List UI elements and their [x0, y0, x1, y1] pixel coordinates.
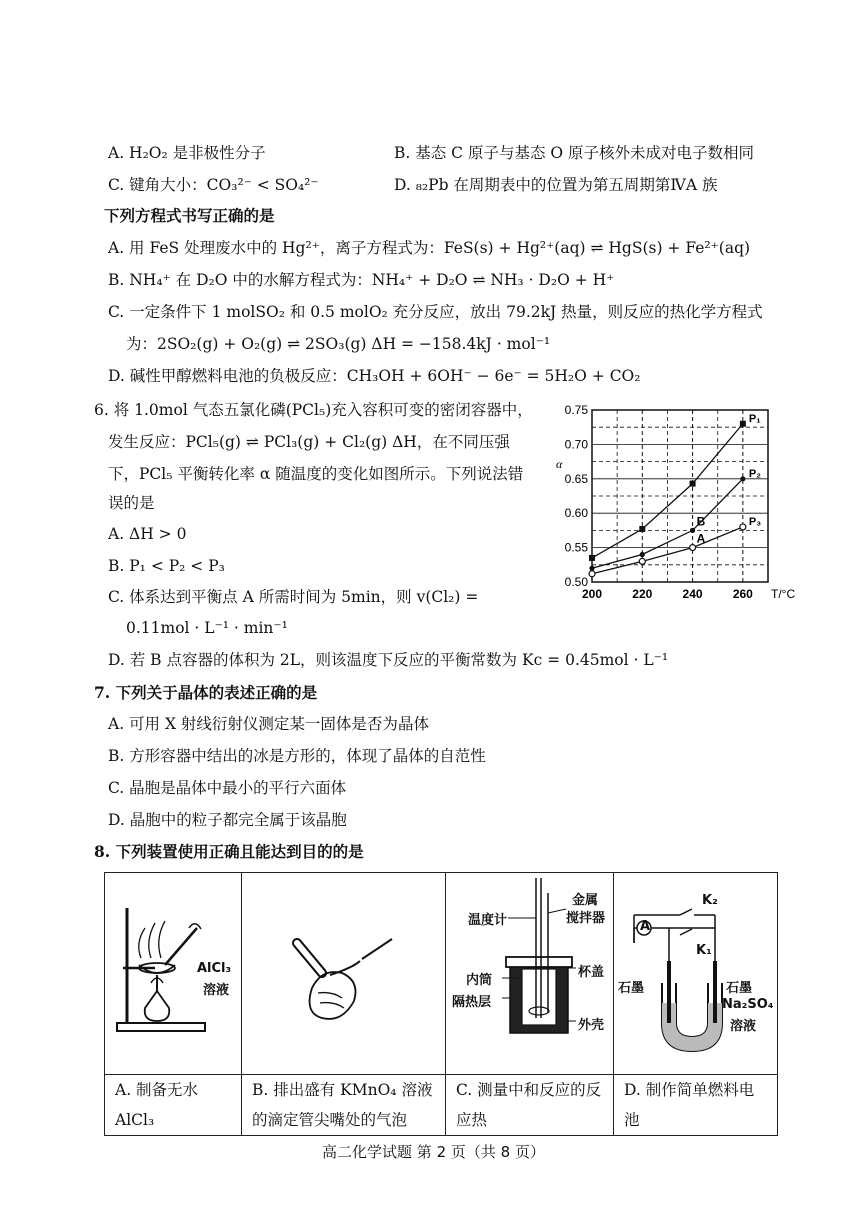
- apparatus-d-cell: [614, 873, 778, 1075]
- x-tick-label: 260: [732, 587, 753, 601]
- apparatus-table: [104, 872, 778, 1136]
- q4-option-a: A. H₂O₂ 是非极性分子: [108, 144, 266, 162]
- q4-option-d: D. ₈₂Pb 在周期表中的位置为第五周期第ⅣA 族: [394, 176, 718, 194]
- caption-a: A. 制备无水 AlCl₃: [105, 1075, 242, 1136]
- series-label: P₃: [748, 515, 762, 528]
- q4-option-b: B. 基态 C 原子与基态 O 原子核外未成对电子数相同: [394, 144, 755, 162]
- q7-option-c: C. 晶胞是晶体中最小的平行六面体: [108, 779, 347, 797]
- q6-stem-line3: 下，PCl₅ 平衡转化率 α 随温度的变化如图所示。下列说法错: [108, 465, 524, 483]
- label-graphite-left: 石墨: [618, 981, 645, 996]
- q6-option-c-line2: 0.11mol · L⁻¹ · min⁻¹: [126, 619, 288, 637]
- apparatus-c-cell: [446, 873, 614, 1075]
- label-lid: 杯盖: [578, 965, 605, 980]
- data-point: [639, 526, 645, 532]
- data-point: [589, 571, 595, 577]
- q6-option-b: B. P₁ < P₂ < P₃: [108, 557, 225, 575]
- q7-option-b: B. 方形容器中结出的冰是方形的，体现了晶体的自范性: [108, 747, 486, 765]
- q4-option-c: C. 键角大小：CO₃²⁻ < SO₄²⁻: [108, 176, 319, 194]
- label-alcl3: AlCl₃: [197, 961, 232, 976]
- x-tick-label: 240: [682, 587, 703, 601]
- q5-option-c-line2: 为：2SO₂(g) + O₂(g) ⇌ 2SO₃(g) ΔH = −158.4kJ · mol⁻¹: [126, 335, 551, 353]
- chart-grid: [592, 410, 768, 582]
- label-k2: K₂: [702, 893, 718, 908]
- data-point: [589, 555, 595, 561]
- apparatus-a-cell: [105, 873, 242, 1075]
- label-inner: 内筒: [466, 973, 493, 988]
- q8-stem: 8. 下列装置使用正确且能达到目的的是: [94, 842, 364, 861]
- y-tick-label: 0.70: [564, 437, 588, 452]
- label-metal-1: 金属: [572, 893, 599, 908]
- x-axis-label: T/°C: [771, 587, 796, 601]
- apparatus-b-cell: [242, 873, 446, 1075]
- q5-option-c-line1: C. 一定条件下 1 molSO₂ 和 0.5 molO₂ 充分反应，放出 79.2kJ 热量，则反应的热化学方程式: [108, 303, 763, 321]
- y-tick-label: 0.50: [564, 575, 588, 589]
- y-tick-label: 0.60: [564, 506, 588, 521]
- q6-stem-line1: 6. 将 1.0mol 气态五氯化磷(PCl₅)充入容积可变的密闭容器中，: [94, 401, 533, 419]
- data-point: [690, 481, 696, 487]
- label-solution-a: 溶液: [203, 983, 230, 998]
- label-shell: 外壳: [578, 1018, 605, 1033]
- point-label: B: [696, 514, 706, 529]
- y-tick-label: 0.55: [564, 540, 588, 555]
- label-k1: K₁: [696, 943, 712, 958]
- q6-option-d: D. 若 B 点容器的体积为 2L，则该温度下反应的平衡常数为 Kc = 0.45mol · L⁻¹: [108, 651, 669, 669]
- label-graphite-right: 石墨: [726, 981, 753, 996]
- q7-stem: 7. 下列关于晶体的表述正确的是: [94, 683, 318, 702]
- series-label: P₁: [748, 412, 761, 425]
- fuel-cell-image: [614, 873, 778, 1070]
- q7-option-d: D. 晶胞中的粒子都完全属于该晶胞: [108, 811, 347, 829]
- y-tick-label: 0.65: [564, 471, 588, 486]
- data-point: [740, 524, 746, 530]
- data-point: [740, 421, 746, 427]
- data-point: [690, 545, 696, 551]
- q5-option-a: A. 用 FeS 处理废水中的 Hg²⁺，离子方程式为：FeS(s) + Hg²⁺(aq) ⇌ HgS(s) + Fe²⁺(aq): [108, 239, 751, 257]
- x-tick-label: 220: [632, 587, 653, 601]
- y-axis-label: α: [556, 457, 563, 471]
- x-tick-label: 200: [581, 587, 603, 601]
- caption-d: D. 制作简单燃料电池: [614, 1075, 778, 1136]
- label-solution-d: 溶液: [730, 1019, 757, 1034]
- label-metal-2: 搅拌器: [566, 911, 606, 926]
- label-na2so4: Na₂SO₄: [722, 997, 774, 1012]
- label-insulation: 隔热层: [452, 995, 492, 1010]
- point-label: A: [696, 531, 706, 546]
- label-thermometer: 温度计: [468, 913, 508, 928]
- page-footer: 高二化学试题 第 2 页（共 8 页）: [322, 1143, 545, 1161]
- q5-option-d: D. 碱性甲醇燃料电池的负极反应：CH₃OH + 6OH⁻ − 6e⁻ = 5H₂O + CO₂: [108, 367, 641, 385]
- y-tick-label: 0.75: [564, 403, 588, 417]
- q6-option-a: A. ΔH > 0: [108, 525, 187, 543]
- data-point: [589, 566, 594, 571]
- data-point: [640, 552, 645, 557]
- burette-hand-image: [242, 873, 446, 1070]
- q5-stem: 下列方程式书写正确的是: [104, 206, 275, 225]
- q7-option-a: A. 可用 X 射线衍射仪测定某一固体是否为晶体: [108, 715, 429, 733]
- q5-option-b: B. NH₄⁺ 在 D₂O 中的水解方程式为：NH₄⁺ + D₂O ⇌ NH₃ · D₂O + H⁺: [108, 271, 615, 289]
- data-point: [690, 528, 695, 533]
- data-point: [740, 476, 745, 481]
- q6-option-c-line1: C. 体系达到平衡点 A 所需时间为 5min，则 v(Cl₂) =: [108, 588, 479, 606]
- q6-stem-line2: 发生反应：PCl₅(g) ⇌ PCl₃(g) + Cl₂(g) ΔH，在不同压强: [108, 433, 510, 451]
- caption-c: C. 测量中和反应的反应热: [446, 1075, 614, 1136]
- q6-stem-line4: 误的是: [108, 494, 155, 512]
- conversion-rate-chart: [548, 398, 796, 610]
- series-label: P₂: [748, 467, 762, 480]
- caption-b: B. 排出盛有 KMnO₄ 溶液的滴定管尖嘴处的气泡: [242, 1075, 446, 1136]
- data-point: [639, 558, 645, 564]
- ammeter-label: A: [640, 919, 651, 934]
